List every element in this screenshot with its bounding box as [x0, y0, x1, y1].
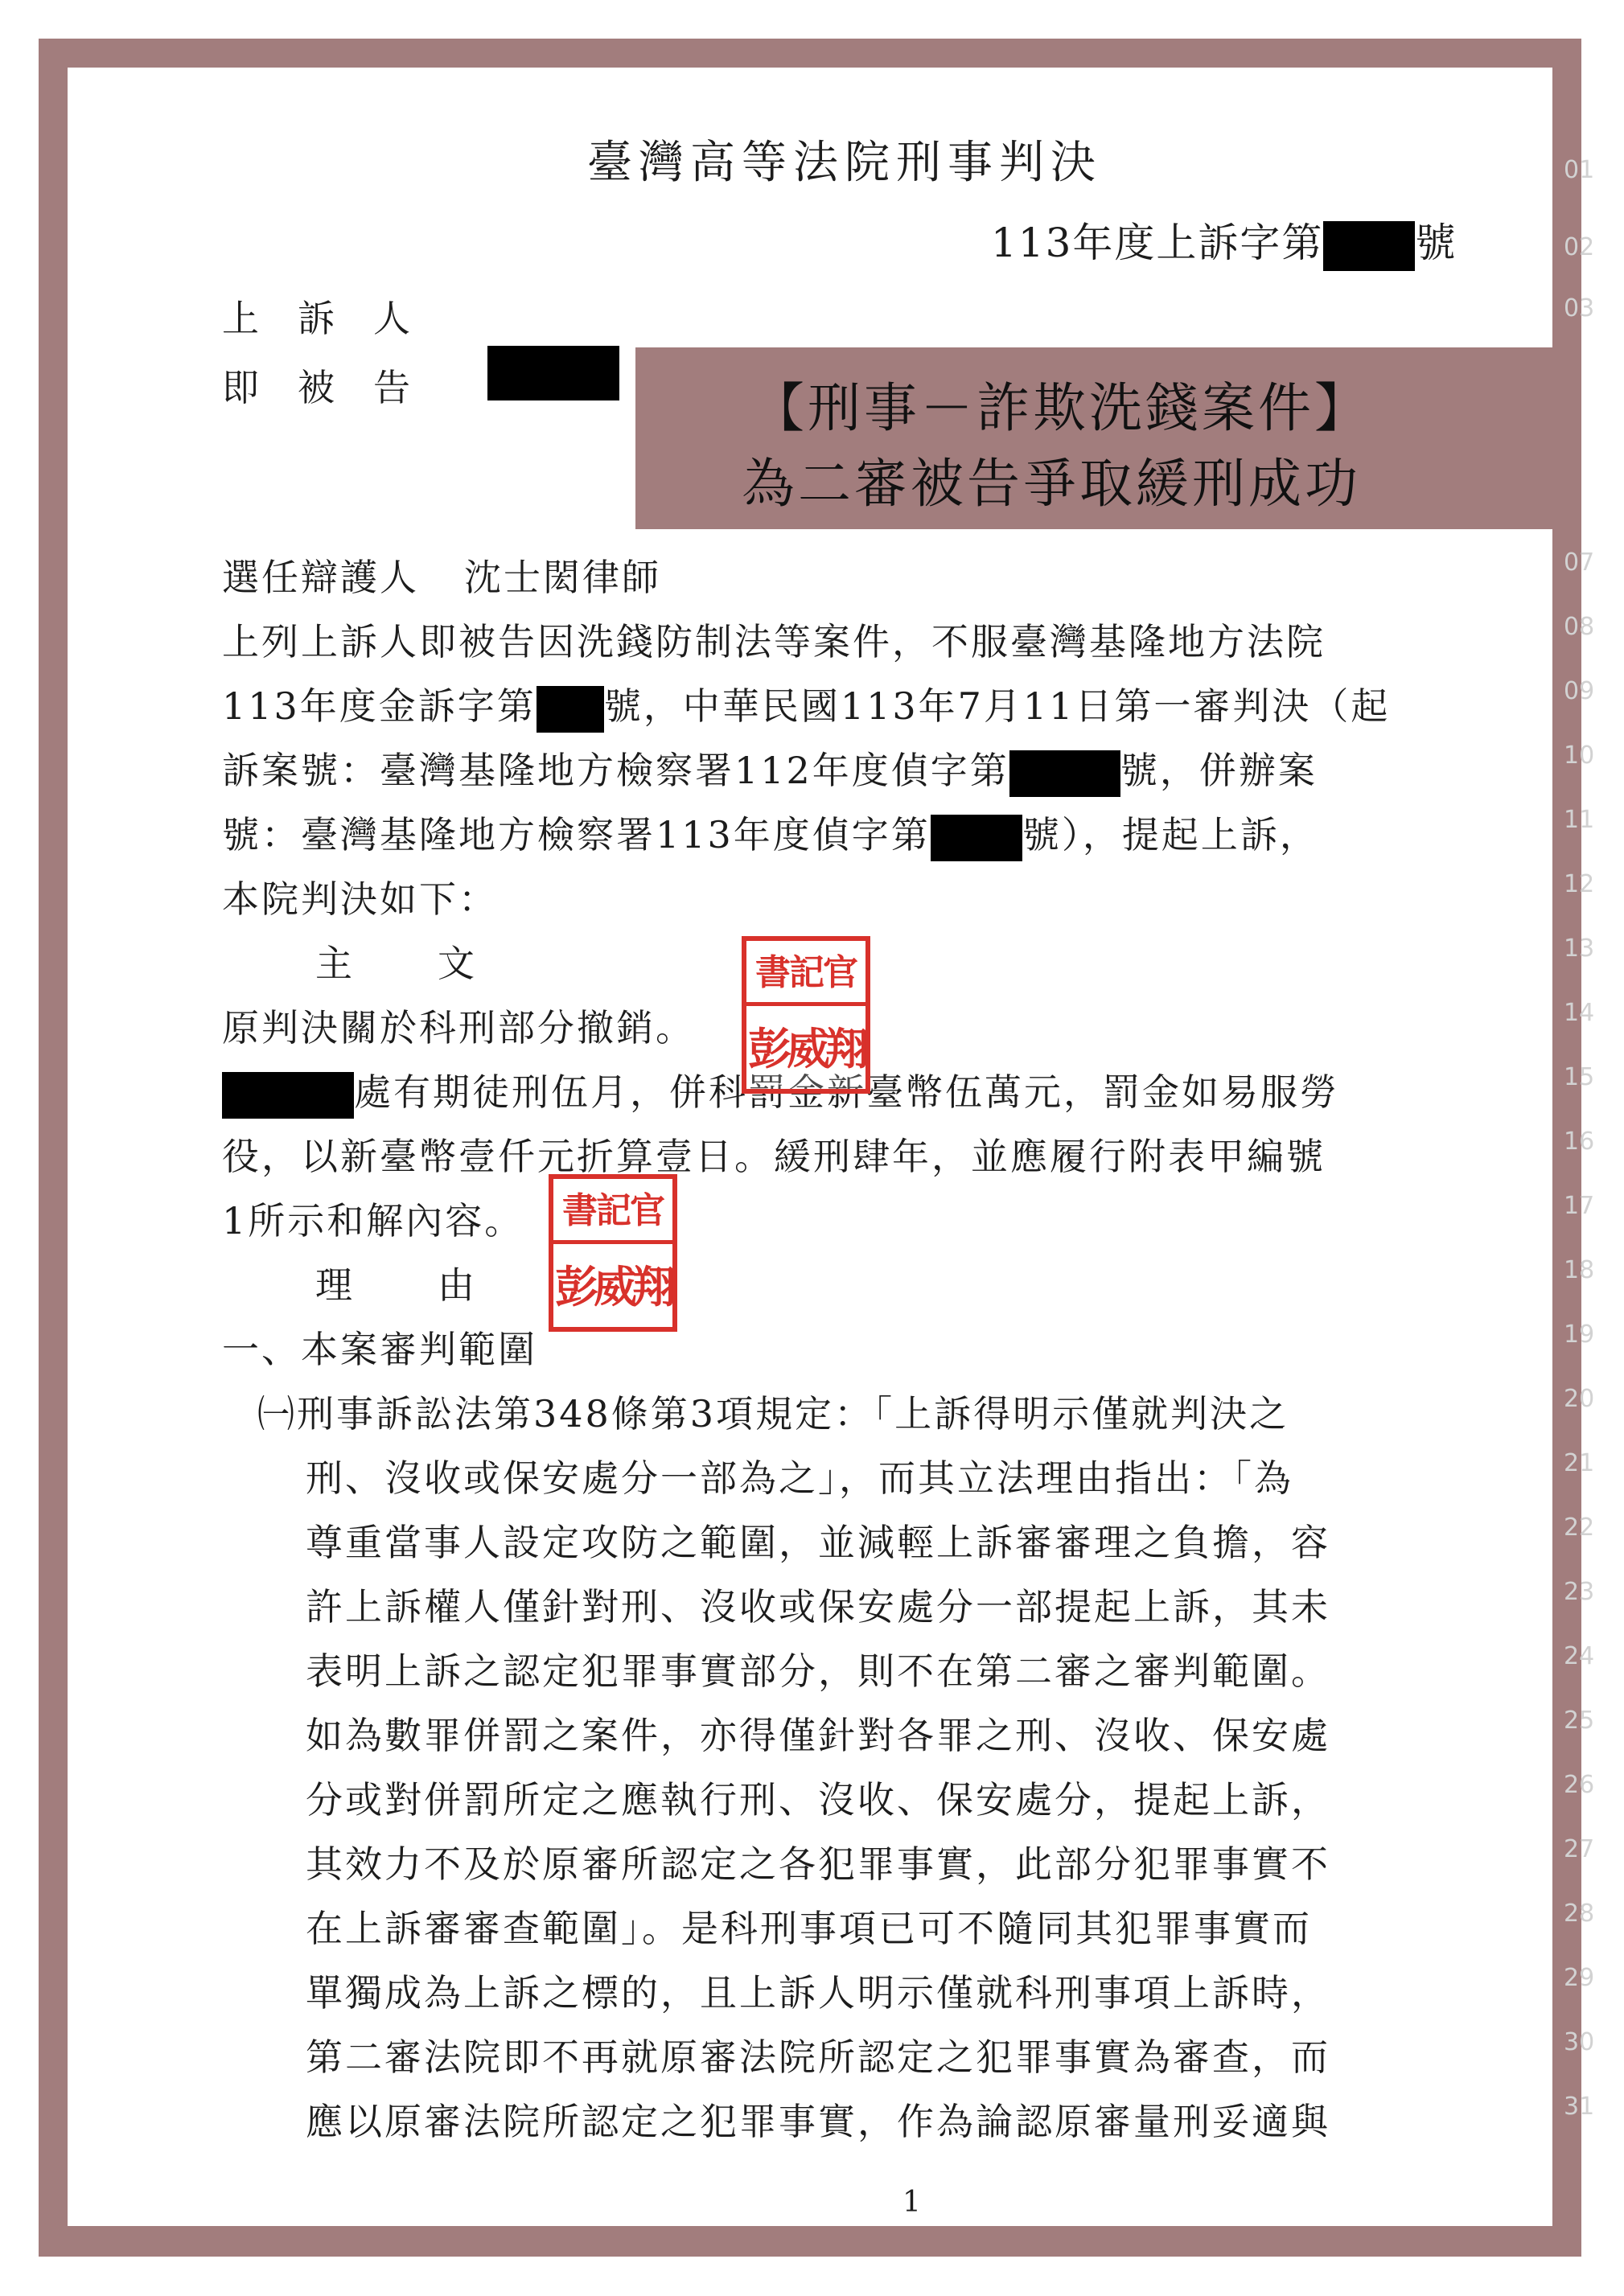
defendant-label: 即被告 — [222, 366, 449, 409]
intro-line-3a: 訴案號：臺灣基隆地方檢察署112年度偵字第 — [222, 749, 1009, 792]
clerk-seal — [742, 936, 870, 1094]
intro-line-2 — [222, 677, 1390, 733]
line-number: 03 — [1564, 294, 1595, 322]
line-number: 15 — [1564, 1063, 1595, 1091]
case-banner — [635, 347, 1560, 529]
main-text-line-2-text: 處有期徒刑伍月，併科罰金新臺幣伍萬元，罰金如易服勞 — [354, 1070, 1339, 1114]
line-number: 22 — [1564, 1514, 1595, 1542]
intro-line-2b: 號，中華民國113年7月11日第一審判決（起 — [603, 684, 1391, 728]
main-text-line-4: 1所示和解內容。 — [222, 1199, 524, 1242]
redaction-bar — [931, 815, 1022, 861]
main-text-line-3: 役，以新臺幣壹仟元折算壹日。緩刑肆年，並應履行附表甲編號 — [222, 1135, 1326, 1178]
line-number: 16 — [1564, 1127, 1595, 1156]
line-number: 07 — [1564, 548, 1595, 577]
line-number: 25 — [1564, 1707, 1595, 1735]
line-number: 09 — [1564, 677, 1595, 705]
reason-line: 表明上訴之認定犯罪事實部分，則不在第二審之審判範圍。 — [306, 1649, 1330, 1693]
intro-line-1: 上列上訴人即被告因洗錢防制法等案件，不服臺灣基隆地方法院 — [222, 620, 1326, 663]
line-number: 18 — [1564, 1256, 1595, 1284]
counsel-label: 選任辯護人 — [222, 556, 419, 599]
reason-line: 分或對併罰所定之應執行刑、沒收、保安處分，提起上訴， — [306, 1778, 1330, 1822]
line-number: 17 — [1564, 1192, 1595, 1220]
intro-line-5: 本院判決如下： — [222, 877, 498, 921]
case-number-prefix: 113年度上訴字第 — [991, 220, 1324, 266]
clerk-seal — [549, 1174, 677, 1332]
seal-name: 彭威翔 — [555, 1261, 671, 1312]
reason-line: 刑、沒收或保安處分一部為之」，而其立法理由指出：「為 — [306, 1456, 1293, 1500]
line-number: 28 — [1564, 1900, 1595, 1928]
intro-line-2a: 113年度金訴字第 — [222, 684, 537, 728]
line-number: 30 — [1564, 2028, 1595, 2056]
reason-line: 如為數罪併罰之案件，亦得僅針對各罪之刑、沒收、保安處 — [306, 1714, 1330, 1757]
intro-line-3b: 號，併辦案 — [1120, 749, 1318, 792]
document-title: 臺灣高等法院刑事判決 — [587, 137, 1102, 189]
line-number: 01 — [1564, 156, 1595, 184]
main-text-heading: 主 文 — [315, 942, 499, 985]
line-number: 23 — [1564, 1578, 1595, 1606]
appellant-label: 上訴人 — [222, 297, 449, 340]
line-number: 19 — [1564, 1321, 1595, 1349]
reason-line: 單獨成為上訴之標的，且上訴人明示僅就科刑事項上訴時， — [306, 1971, 1330, 2015]
line-number: 20 — [1564, 1385, 1595, 1413]
intro-line-4a: 號：臺灣基隆地方檢察署113年度偵字第 — [222, 813, 931, 856]
line-number: 08 — [1564, 613, 1595, 641]
line-number: 31 — [1564, 2093, 1595, 2121]
reason-line: 在上訴審審查範圍」。是科刑事項已可不隨同其犯罪事實而 — [306, 1907, 1312, 1950]
intro-line-4b: 號），提起上訴， — [1022, 813, 1319, 856]
main-text-line-1: 原判決關於科刑部分撤銷。 — [222, 1006, 695, 1049]
line-number: 14 — [1564, 999, 1595, 1027]
line-number: 27 — [1564, 1835, 1595, 1863]
reason-line: 應以原審法院所認定之犯罪事實，作為論認原審量刑妥適與 — [306, 2100, 1330, 2143]
reason-line: 尊重當事人設定攻防之範圍，並減輕上訴審審理之負擔，容 — [306, 1521, 1330, 1564]
reason-line: 第二審法院即不再就原審法院所認定之犯罪事實為審查，而 — [306, 2035, 1330, 2079]
seal-title: 書記官 — [553, 1182, 672, 1244]
defendant-name-redaction — [487, 346, 619, 400]
banner-line-1: 【刑事－詐欺洗錢案件】 — [751, 377, 1371, 439]
reason-line: 許上訴權人僅針對刑、沒收或保安處分一部提起上訴，其未 — [306, 1585, 1330, 1629]
line-number: 26 — [1564, 1771, 1595, 1799]
seal-name: 彭威翔 — [748, 1023, 864, 1074]
reason-line: ㈠刑事訴訟法第348條第3項規定：「上訴得明示僅就判決之 — [257, 1392, 1289, 1436]
document-page — [68, 68, 1595, 2226]
line-number: 29 — [1564, 1964, 1595, 1992]
redaction-bar — [537, 686, 604, 733]
line-number: 13 — [1564, 934, 1595, 963]
banner-line-2: 為二審被告爭取緩刑成功 — [742, 453, 1361, 515]
case-number — [991, 211, 1457, 271]
page-number: 1 — [902, 2186, 921, 2219]
reason-line: 其效力不及於原審所認定之各犯罪事實，此部分犯罪事實不 — [306, 1842, 1330, 1886]
counsel-name: 沈士閎律師 — [464, 556, 661, 599]
line-number: 11 — [1564, 806, 1595, 834]
section-1-heading: 一、本案審判範圍 — [222, 1328, 537, 1371]
line-number: 21 — [1564, 1449, 1595, 1477]
redaction-bar — [1323, 221, 1415, 271]
intro-line-4 — [222, 806, 1319, 861]
reasons-heading: 理 由 — [315, 1263, 499, 1307]
counsel-line — [222, 548, 661, 602]
line-number: 12 — [1564, 870, 1595, 898]
line-number: 02 — [1564, 233, 1595, 261]
redaction-bar — [222, 1072, 354, 1119]
line-number: 24 — [1564, 1642, 1595, 1670]
case-number-suffix: 號 — [1415, 220, 1457, 266]
line-number: 10 — [1564, 741, 1595, 770]
intro-line-3 — [222, 741, 1318, 797]
seal-title: 書記官 — [746, 944, 865, 1006]
redaction-bar — [1009, 750, 1120, 797]
